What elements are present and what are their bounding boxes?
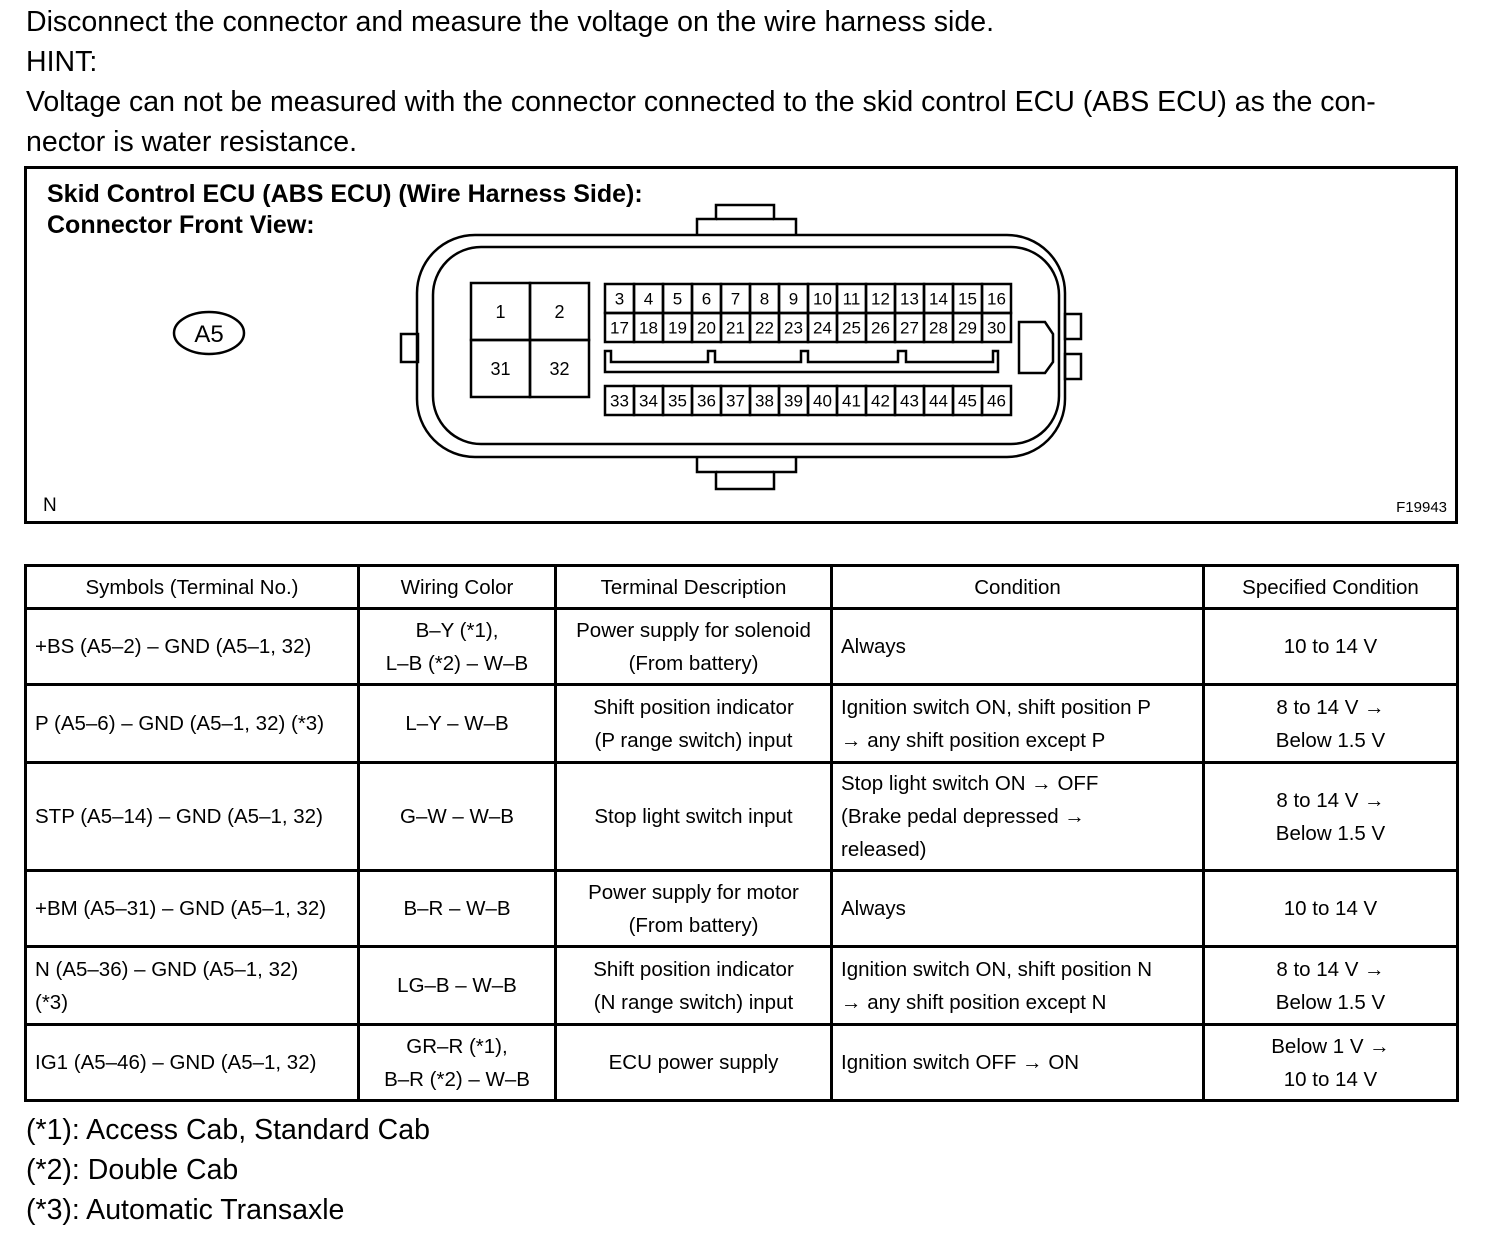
- terminal-number: 24: [813, 318, 832, 338]
- table-row: [26, 947, 1458, 1025]
- large-terminal: [530, 283, 589, 340]
- terminal: [721, 284, 750, 313]
- terminal-number: 28: [929, 318, 948, 338]
- description-cell: [556, 947, 832, 1025]
- terminal-number: 7: [730, 289, 741, 309]
- condition-cell: [832, 763, 1204, 871]
- terminal: [953, 284, 982, 313]
- terminal-number: 26: [871, 318, 890, 338]
- terminal-number: 40: [813, 391, 832, 411]
- terminal-number: 42: [871, 391, 890, 411]
- terminal-number: 25: [842, 318, 861, 338]
- terminal: [924, 313, 953, 342]
- terminal-number: 35: [668, 391, 687, 411]
- cell-line: Stop light switch ON → OFF: [841, 772, 1099, 795]
- terminal: [837, 284, 866, 313]
- wiring-color-cell: [359, 1025, 556, 1101]
- terminal: [634, 313, 663, 342]
- terminal-number: 46: [987, 391, 1006, 411]
- header-wiring-color: Wiring Color: [359, 566, 556, 609]
- table-row: [26, 1025, 1458, 1101]
- symbol-cell: [26, 763, 359, 871]
- terminal: [692, 284, 721, 313]
- large-terminal: [471, 283, 530, 340]
- terminal: [982, 386, 1011, 415]
- terminal: [837, 386, 866, 415]
- cell-line: B–R (*2) – W–B: [384, 1067, 530, 1091]
- terminal: [663, 284, 692, 313]
- cell-line: Power supply for motor: [588, 880, 799, 904]
- terminal: [750, 284, 779, 313]
- large-terminal: [471, 340, 530, 397]
- cell-line: P (A5–6) – GND (A5–1, 32) (*3): [35, 712, 325, 735]
- terminal-number: 27: [900, 318, 919, 338]
- terminal-number: 20: [697, 318, 716, 338]
- footnote: (*3): Automatic Transaxle: [26, 1194, 345, 1226]
- cell-line: 8 to 14 V →: [1276, 695, 1385, 719]
- terminal-number: 21: [726, 318, 745, 338]
- wiring-color-cell: [359, 763, 556, 871]
- condition-cell: [832, 1025, 1204, 1101]
- cell-line: Stop light switch input: [594, 805, 793, 828]
- table-row: [26, 685, 1458, 763]
- terminal-number: 2: [554, 301, 565, 322]
- terminal-number: 10: [813, 289, 832, 309]
- cell-line: Shift position indicator: [593, 695, 794, 719]
- wiring-color-cell: [359, 685, 556, 763]
- cell-line: 10 to 14 V: [1283, 897, 1378, 920]
- terminal-number: 14: [929, 289, 948, 309]
- cell-line: L–Y – W–B: [405, 712, 509, 735]
- hint-label: HINT:: [26, 46, 98, 78]
- terminal: [924, 284, 953, 313]
- symbol-cell: [26, 871, 359, 947]
- wiring-color-cell: [359, 947, 556, 1025]
- condition-cell: [832, 685, 1204, 763]
- connector-code: A5: [194, 321, 224, 348]
- terminal-number: 5: [672, 289, 683, 309]
- cell-line: LG–B – W–B: [397, 974, 517, 997]
- cell-line: 8 to 14 V →: [1276, 957, 1385, 981]
- cell-line: released): [841, 838, 927, 861]
- connector-figure: [24, 166, 1458, 524]
- terminal: [779, 386, 808, 415]
- specified-condition-cell: [1204, 1025, 1458, 1101]
- terminal: [895, 386, 924, 415]
- terminal: [924, 386, 953, 415]
- terminal: [663, 313, 692, 342]
- cell-line: +BS (A5–2) – GND (A5–1, 32): [35, 635, 312, 658]
- condition-cell: [832, 609, 1204, 685]
- cell-line: Ignition switch OFF → ON: [841, 1051, 1080, 1074]
- terminal: [605, 386, 634, 415]
- cell-line: Shift position indicator: [593, 957, 794, 981]
- terminal-number: 6: [701, 289, 712, 309]
- header-symbols: Symbols (Terminal No.): [26, 566, 359, 609]
- terminal-number: 33: [610, 391, 629, 411]
- terminal: [982, 284, 1011, 313]
- terminal-number: 32: [549, 358, 570, 379]
- specified-condition-cell: [1204, 609, 1458, 685]
- cell-line: Below 1.5 V: [1275, 990, 1386, 1014]
- terminal-number: 22: [755, 318, 774, 338]
- cell-line: B–Y (*1),: [415, 618, 499, 642]
- table-row: [26, 871, 1458, 947]
- cell-line: L–B (*2) – W–B: [385, 651, 529, 675]
- cell-line: Ignition switch ON, shift position P: [841, 695, 1151, 719]
- cell-line: B–R – W–B: [403, 897, 511, 920]
- terminal: [953, 386, 982, 415]
- terminal-number: 36: [697, 391, 716, 411]
- header-terminal-description: Terminal Description: [556, 566, 832, 609]
- symbol-cell: [26, 609, 359, 685]
- cell-line: Power supply for solenoid: [576, 618, 811, 642]
- terminal-number: 38: [755, 391, 774, 411]
- instructions: [26, 2, 1466, 162]
- terminal: [692, 386, 721, 415]
- terminal-number: 18: [639, 318, 658, 338]
- terminal-number: 8: [759, 289, 770, 309]
- terminal-number: 31: [490, 358, 511, 379]
- cell-line: Ignition switch ON, shift position N: [841, 957, 1153, 981]
- terminal-number: 9: [788, 289, 799, 309]
- cell-line: Always: [841, 897, 906, 920]
- cell-line: Below 1.5 V: [1275, 728, 1386, 752]
- terminal-number: 37: [726, 391, 745, 411]
- cell-line: IG1 (A5–46) – GND (A5–1, 32): [35, 1051, 317, 1074]
- terminal: [808, 284, 837, 313]
- terminal: [750, 386, 779, 415]
- terminal: [721, 313, 750, 342]
- cell-line: STP (A5–14) – GND (A5–1, 32): [35, 805, 323, 828]
- terminal-number: 12: [871, 289, 890, 309]
- cell-line: N (A5–36) – GND (A5–1, 32): [35, 957, 299, 981]
- cell-line: (N range switch) input: [593, 990, 794, 1014]
- terminal-number: 3: [614, 289, 625, 309]
- cell-line: Always: [841, 635, 906, 658]
- cell-line: (From battery): [628, 651, 759, 675]
- terminal: [692, 313, 721, 342]
- specified-condition-cell: [1204, 947, 1458, 1025]
- terminal: [982, 313, 1011, 342]
- cell-line: Below 1 V →: [1271, 1034, 1390, 1058]
- specified-condition-cell: [1204, 763, 1458, 871]
- footnotes: [26, 1110, 430, 1230]
- table-header-row: [26, 566, 1458, 609]
- terminal: [750, 313, 779, 342]
- specified-condition-cell: [1204, 871, 1458, 947]
- terminal: [837, 313, 866, 342]
- cell-line: (From battery): [628, 913, 759, 937]
- terminal: [634, 386, 663, 415]
- figure-title-line2: Connector Front View:: [47, 211, 315, 239]
- terminal-number: 4: [643, 289, 654, 309]
- terminal-number: 17: [610, 318, 629, 338]
- figure-corner-label: N: [43, 495, 57, 516]
- terminal-number: 29: [958, 318, 977, 338]
- figure-title: [47, 179, 643, 241]
- large-terminal: [530, 340, 589, 397]
- symbol-cell: [26, 685, 359, 763]
- terminal-number: 13: [900, 289, 919, 309]
- terminal-number: 45: [958, 391, 977, 411]
- footnote: (*2): Double Cab: [26, 1154, 239, 1186]
- cell-line: 8 to 14 V →: [1276, 788, 1385, 812]
- condition-cell: [832, 871, 1204, 947]
- cell-line: (Brake pedal depressed →: [841, 805, 1085, 828]
- figure-code: F19943: [1396, 499, 1447, 516]
- terminal: [895, 313, 924, 342]
- symbol-cell: [26, 1025, 359, 1101]
- symbol-cell: [26, 947, 359, 1025]
- condition-cell: [832, 947, 1204, 1025]
- terminal: [808, 386, 837, 415]
- terminal: [866, 313, 895, 342]
- footnote: (*1): Access Cab, Standard Cab: [26, 1114, 430, 1146]
- terminal-number: 41: [842, 391, 861, 411]
- terminal-number: 39: [784, 391, 803, 411]
- terminal-number: 23: [784, 318, 803, 338]
- header-condition: Condition: [832, 566, 1204, 609]
- terminal-number: 43: [900, 391, 919, 411]
- terminal-number: 30: [987, 318, 1006, 338]
- wiring-color-cell: [359, 871, 556, 947]
- description-cell: [556, 763, 832, 871]
- terminal-number: 16: [987, 289, 1006, 309]
- cell-line: 10 to 14 V: [1283, 1067, 1378, 1091]
- terminal-spec-table: [24, 564, 1459, 1102]
- wiring-color-cell: [359, 609, 556, 685]
- terminal-number: 34: [639, 391, 658, 411]
- terminal-number: 44: [929, 391, 948, 411]
- cell-line: GR–R (*1),: [406, 1034, 508, 1058]
- cell-line: (*3): [35, 990, 69, 1014]
- instruction-text: Disconnect the connector and measure the voltage on the wire harness side.: [26, 6, 994, 38]
- header-specified-condition: Specified Condition: [1204, 566, 1458, 609]
- cell-line: → any shift position except P: [841, 728, 1106, 752]
- terminal: [808, 313, 837, 342]
- hint-text-line1: Voltage can not be measured with the connector connected to the skid control ECU (ABS ECU) as the con-: [26, 86, 1376, 118]
- cell-line: ECU power supply: [608, 1051, 779, 1074]
- description-cell: [556, 609, 832, 685]
- cell-line: G–W – W–B: [400, 805, 514, 828]
- hint-text-line2: nector is water resistance.: [26, 126, 358, 158]
- description-cell: [556, 871, 832, 947]
- terminal: [779, 284, 808, 313]
- terminal-number: 11: [842, 289, 861, 309]
- terminal: [953, 313, 982, 342]
- terminal-number: 19: [668, 318, 687, 338]
- cell-line: 10 to 14 V: [1283, 635, 1378, 658]
- terminal: [663, 386, 692, 415]
- terminal: [605, 313, 634, 342]
- cell-line: Below 1.5 V: [1275, 821, 1386, 845]
- cell-line: → any shift position except N: [841, 990, 1107, 1014]
- terminal: [895, 284, 924, 313]
- figure-title-line1: Skid Control ECU (ABS ECU) (Wire Harness Side):: [47, 180, 643, 208]
- description-cell: [556, 1025, 832, 1101]
- table-row: [26, 609, 1458, 685]
- terminal-number: 1: [495, 301, 506, 322]
- specified-condition-cell: [1204, 685, 1458, 763]
- terminal: [721, 386, 750, 415]
- cell-line: (P range switch) input: [594, 728, 793, 752]
- description-cell: [556, 685, 832, 763]
- table-row: [26, 763, 1458, 871]
- cell-line: +BM (A5–31) – GND (A5–1, 32): [35, 897, 327, 920]
- terminal-number: 15: [958, 289, 977, 309]
- terminal: [779, 313, 808, 342]
- terminal: [605, 284, 634, 313]
- terminal: [634, 284, 663, 313]
- terminal: [866, 386, 895, 415]
- terminal: [866, 284, 895, 313]
